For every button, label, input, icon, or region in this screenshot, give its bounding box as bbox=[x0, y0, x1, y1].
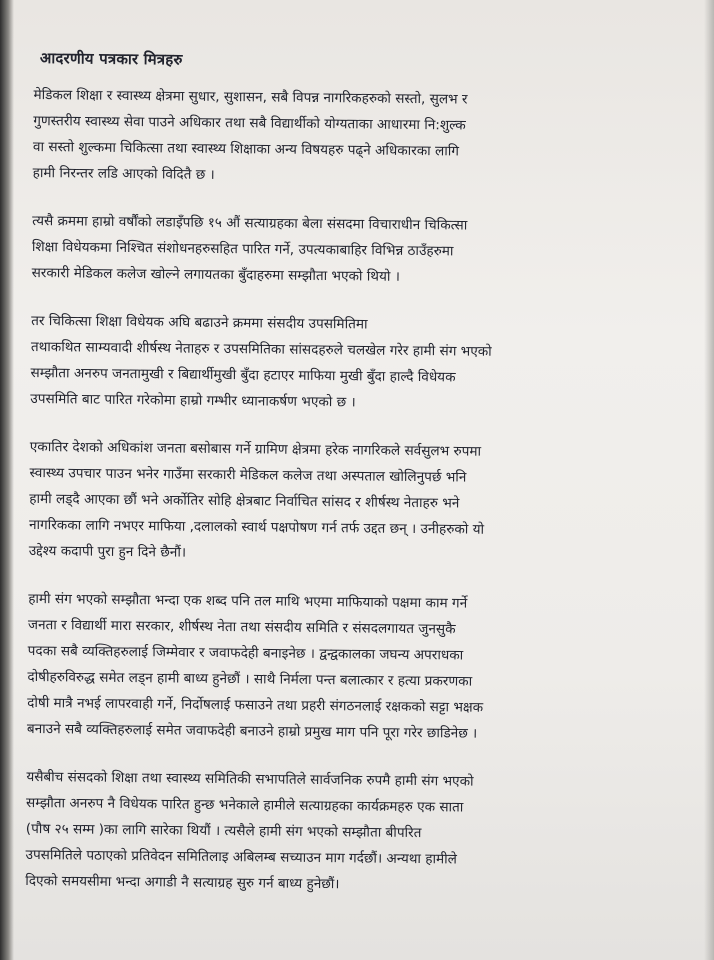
paragraph-line: एकातिर देशको अधिकांश जनता बसोबास गर्ने ग्रामिण क्षेत्रमा हरेक नागरिकले सर्वसुलभ रुपमा bbox=[29, 438, 482, 460]
paragraph-5 bbox=[27, 586, 685, 749]
paragraph-3 bbox=[30, 308, 687, 419]
paragraph-4 bbox=[29, 434, 686, 571]
paragraph-line: हामी निरन्तर लडि आएको विदितै छ । bbox=[32, 164, 215, 183]
paragraph-line: पदका सबै व्यक्तिहरुलाई जिम्मेवार र जवाफदेही बनाइनेछ । द्वन्द्वकालका जघन्य अपराधका bbox=[27, 642, 464, 664]
paragraph-line: दोषी मात्रै नभई लापरवाही गर्ने, निर्दोषलाई फसाउने तथा प्रहरी संगठनलाई रक्षकको सट्टा भक्षक bbox=[27, 694, 484, 716]
paragraph-line: सम्झौता अनरुप जनतामुखी र बिद्यार्थीमुखी बुँदा हटाएर माफिया मुखी बुँदा हाल्दै विधेयक bbox=[30, 364, 456, 386]
paragraph-line: उपसमितिले पठाएको प्रतिवेदन समितिलाइ अबिलम्ब सच्याउन माग गर्दछौं। अन्यथा हामीले bbox=[25, 846, 457, 868]
paragraph-line: हामी लड्दै आएका छौं भने अर्कोतिर सोहि क्षेत्रबाट निर्वाचित सांसद र शीर्षस्थ नेताहरु भने bbox=[29, 490, 460, 512]
paragraph-line: तथाकथित साम्यवादी शीर्षस्थ नेताहरु र उपसमितिका सांसदहरुले चलखेल गरेर हामी संग भएको bbox=[30, 338, 492, 360]
paragraph-2 bbox=[32, 208, 689, 293]
paragraph-line: उपसमिति बाट पारित गरेकोमा हाम्रो गम्भीर ध्यानाकर्षण भएको छ । bbox=[30, 390, 356, 411]
paragraph-line: तर चिकित्सा शिक्षा विधेयक अघि बढाउने क्रममा संसदीय उपसमितिमा bbox=[31, 312, 368, 333]
paragraph-line: उद्देश्य कदापी पुरा हुन दिने छैनौं। bbox=[28, 542, 187, 561]
paragraph-line: जनता र विद्यार्थी मारा सरकार, शीर्षस्थ नेता तथा संसदीय समिति र संसदलगायत जुनसुकै bbox=[27, 616, 456, 638]
paragraph-line: हामी संग भएको सम्झौता भन्दा एक शब्द पनि तल माथि भएमा माफियाको पक्षमा काम गर्ने bbox=[28, 590, 468, 612]
page-edge-shadow-right bbox=[704, 0, 714, 960]
paragraph-line: मेडिकल शिक्षा र स्वास्थ्य क्षेत्रमा सुधार, सुशासन, सबै विपन्न नागरिकहरुको सस्तो, सुलभ र bbox=[33, 86, 468, 108]
paragraph-line: गुणस्तरीय स्वास्थ्य सेवा पाउने अधिकार तथा सबै विद्यार्थीको योग्यताका आधारमा नि:शुल्क bbox=[33, 112, 466, 134]
paragraph-line: वा सस्तो शुल्कमा चिकित्सा तथा स्वास्थ्य शिक्षाका अन्य विषयहरु पढ्ने अधिकारका लागि bbox=[32, 138, 460, 160]
paragraph-line: (पौष २५ सम्म )का लागि सारेका थियौं । त्यसैले हामी संग भएको सम्झौता बीपरित bbox=[25, 820, 422, 842]
paragraph-6 bbox=[25, 764, 682, 901]
paragraph-line: त्यसै क्रममा हाम्रो वर्षौंको लडाइँपछि १५ औं सत्याग्रहका बेला संसदमा विचाराधीन चिकित्सा bbox=[32, 212, 468, 234]
paragraph-line: स्वास्थ्य उपचार पाउन भनेर गाउँमा सरकारी मेडिकल कलेज तथा अस्पताल खोलिनुपर्छ भनि bbox=[29, 464, 467, 486]
letter-greeting: आदरणीय पत्रकार मित्रहरु bbox=[39, 49, 183, 69]
paragraph-line: शिक्षा विधेयकमा निश्चित संशोधनहरुसहित पारित गर्ने, उपत्यकाबाहिर विभिन्न ठाउँहरुमा bbox=[31, 238, 454, 260]
page-edge-shadow bbox=[0, 0, 14, 960]
paragraph-line: नागरिकका लागि नभएर माफिया ,दलालको स्वार्थ पक्षपोषण गर्न तर्फ उद्दत छन् । उनीहरुको यो bbox=[28, 516, 485, 538]
letter-body bbox=[25, 48, 690, 923]
paragraph-line: बनाउने सबै व्यक्तिहरुलाई समेत जवाफदेही बनाउने हाम्रो प्रमुख माग पनि पूरा गरेर छाडिनेछ । bbox=[26, 720, 478, 742]
paragraph-line: यसैबीच संसदको शिक्षा तथा स्वास्थ्य समितिकी सभापतिले सार्वजनिक रुपमै हामी संग भएको bbox=[26, 768, 474, 790]
paragraph-line: दोषीहरुविरुद्ध समेत लड्न हामी बाध्य हुनेछौं । साथै निर्मला पन्त बलात्कार र हत्या प्रकरणका bbox=[27, 668, 473, 690]
paragraph-line: सरकारी मेडिकल कलेज खोल्ने लगायतका बुँदाहरुमा सम्झौता भएको थियो । bbox=[31, 264, 400, 285]
paragraph-line: सम्झौता अनरुप नै विधेयक पारित हुन्छ भनेकाले हामीले सत्याग्रहका कार्यक्रमहरु एक साता bbox=[26, 794, 464, 816]
paragraph-1 bbox=[33, 82, 690, 193]
paragraph-line: दिएको समयसीमा भन्दा अगाडी नै सत्याग्रह सुरु गर्न बाध्य हुनेछौं। bbox=[25, 872, 340, 893]
